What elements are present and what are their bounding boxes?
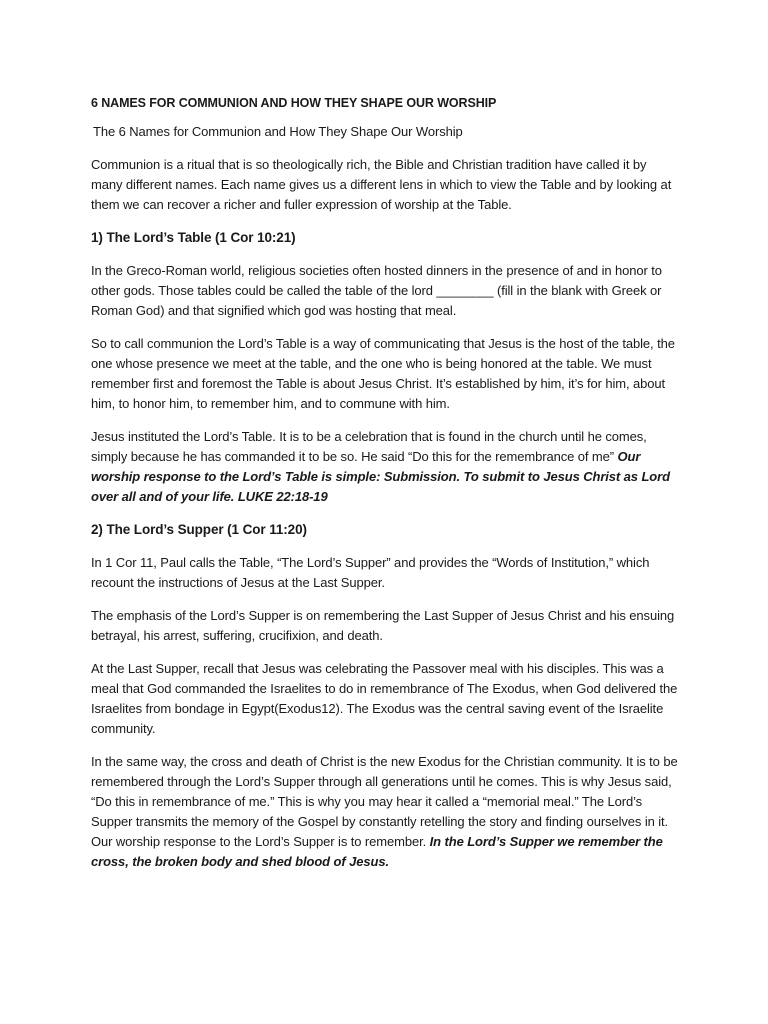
- lords-supper-paragraph-3: At the Last Supper, recall that Jesus was celebrating the Passover meal with his disciples. This was a meal that God commanded the Israelites to do in remembrance of The Exodus, when God delivered the Israelites from bondage in Egypt(Exodus12). The Exodus was the central saving event of the Israelite community.: [91, 661, 678, 736]
- section-heading-lords-supper: 2) The Lord’s Supper (1 Cor 11:20): [91, 522, 307, 537]
- document-subtitle: The 6 Names for Communion and How They Shape Our Worship: [93, 124, 463, 139]
- lords-supper-paragraph-4-text: In the same way, the cross and death of Christ is the new Exodus for the Christian community. It is to be remembered through the Lord’s Supper through all generations until he comes. This is why Jesus said, “Do this in remembrance of me.” This is why you may hear it called a “memorial meal.” The Lord’s Supper transmits the memory of the Gospel by constantly retelling the story and finding ourselves in it. Our worship response to the Lord’s Supper is to remember.: [91, 754, 678, 849]
- lords-table-paragraph-1: In the Greco-Roman world, religious societies often hosted dinners in the presence of and in honor to other gods. Those tables could be called the table of the lord ________ (fill in the blank with Greek or Roman God) and that signified which god was hosting that meal.: [91, 263, 662, 318]
- section-heading-lords-table: 1) The Lord’s Table (1 Cor 10:21): [91, 230, 296, 245]
- lords-supper-paragraph-4: [91, 752, 680, 872]
- lords-table-worship-response: Our worship response to the Lord’s Table is simple: Submission. To submit to Jesus Christ as Lord over all and of your life. LUKE 22:18-19: [91, 449, 670, 504]
- lords-supper-paragraph-1: In 1 Cor 11, Paul calls the Table, “The Lord’s Supper” and provides the “Words of Institution,” which recount the instructions of Jesus at the Last Supper.: [91, 555, 650, 590]
- lords-table-paragraph-3: [91, 427, 680, 507]
- lords-table-paragraph-3-text: Jesus instituted the Lord’s Table. It is to be a celebration that is found in the church until he comes, simply because he has commanded it to be so. He said “Do this for the remembrance of me”: [91, 429, 647, 464]
- document-title: 6 NAMES FOR COMMUNION AND HOW THEY SHAPE OUR WORSHIP: [91, 96, 497, 110]
- lords-supper-worship-response: In the Lord’s Supper we remember the cross, the broken body and shed blood of Jesus.: [91, 834, 663, 869]
- lords-supper-paragraph-2: The emphasis of the Lord’s Supper is on remembering the Last Supper of Jesus Christ and his ensuing betrayal, his arrest, suffering, crucifixion, and death.: [91, 608, 675, 643]
- lords-table-paragraph-2: So to call communion the Lord’s Table is a way of communicating that Jesus is the host of the table, the one whose presence we meet at the table, and the one who is being honored at the table. We must remember first and foremost the Table is about Jesus Christ. It’s established by him, it’s for him, about him, to honor him, to remember him, and to commune with him.: [91, 336, 675, 411]
- intro-paragraph: Communion is a ritual that is so theologically rich, the Bible and Christian tradition have called it by many different names. Each name gives us a different lens in which to view the Table and by looking at them we can recover a richer and fuller expression of worship at the Table.: [91, 157, 672, 212]
